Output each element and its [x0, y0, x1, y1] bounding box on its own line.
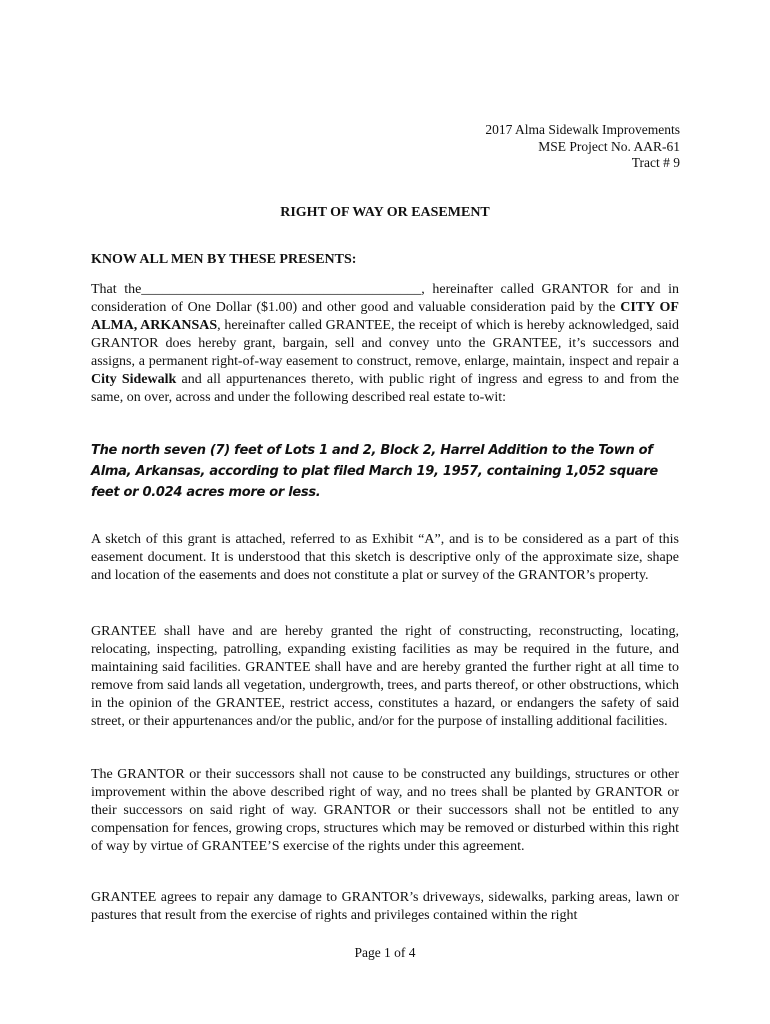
document-title: RIGHT OF WAY OR EASEMENT — [280, 205, 490, 220]
improvement-name: City Sidewalk — [91, 372, 177, 387]
grantee-name: CITY OF ALMA, ARKANSAS — [91, 300, 679, 333]
grant-text-part1: That the________________________________________, hereinafter called GRANTOR for and in consideration of One Dollar ($1.00) and other good and valuable consideration paid by the — [91, 282, 679, 315]
sketch-paragraph: A sketch of this grant is attached, referred to as Exhibit “A”, and is to be considered as a part of this easement document. It is understood that this sketch is descriptive only of the approximate size, shape and location of the easements and does not constitute a plat or survey of the GRANTOR’s property. — [91, 532, 679, 583]
grant-text-part2: , hereinafter called GRANTEE, the receipt of which is hereby acknowledged, said GRANTOR does hereby grant, bargain, sell and convey unto the GRANTEE, it’s successors and assigns, a permanent right-of-way easement to construct, remove, enlarge, maintain, inspect and repair a — [91, 318, 680, 369]
grant-paragraph — [91, 281, 679, 407]
project-number: MSE Project No. AAR-61 — [538, 138, 680, 154]
tract-number: Tract # 9 — [631, 155, 680, 170]
repair-paragraph: GRANTEE agrees to repair any damage to GRANTOR’s driveways, sidewalks, parking areas, lawn or pastures that result from the exercise of rights and privileges contained within the right — [91, 890, 679, 923]
project-header — [485, 122, 680, 172]
restrictions-paragraph: The GRANTOR or their successors shall not cause to be constructed any buildings, structures or other improvement within the above described right of way, and no trees shall be planted by GRANTOR or their successors on said right of way. GRANTOR or their successors shall not be entitled to any compensation for fences, growing crops, structures which may be removed or disturbed within this right of way by virtue of GRANTEE’S exercise of the rights under this agreement. — [91, 767, 679, 854]
presents-heading: KNOW ALL MEN BY THESE PRESENTS: — [91, 252, 357, 267]
page-number: Page 1 of 4 — [354, 945, 416, 960]
rights-paragraph: GRANTEE shall have and are hereby granted the right of constructing, reconstructing, locating, relocating, inspecting, patrolling, expanding existing facilities as may be required in the future, and maintaining said facilities. GRANTEE shall have and are hereby granted the further right at all time to remove from said lands all vegetation, undergrowth, trees, and parts thereof, or other obstructions, which in the opinion of the GRANTEE, restrict access, constitutes a hazard, or endangers the safety of said street, or their appurtenances and/or the public, and/or for the purpose of installing additional facilities. — [91, 624, 679, 729]
legal-description: The north seven (7) feet of Lots 1 and 2, Block 2, Harrel Addition to the Town of Alma, Arkansas, according to plat filed March 19, 1957, containing 1,052 square feet or 0.024 acres more or less. — [91, 443, 658, 500]
project-name: 2017 Alma Sidewalk Improvements — [485, 122, 680, 137]
grant-text-part3: and all appurtenances thereto, with public right of ingress and egress to and from the same, on over, across and under the following described real estate to-wit: — [91, 372, 679, 405]
